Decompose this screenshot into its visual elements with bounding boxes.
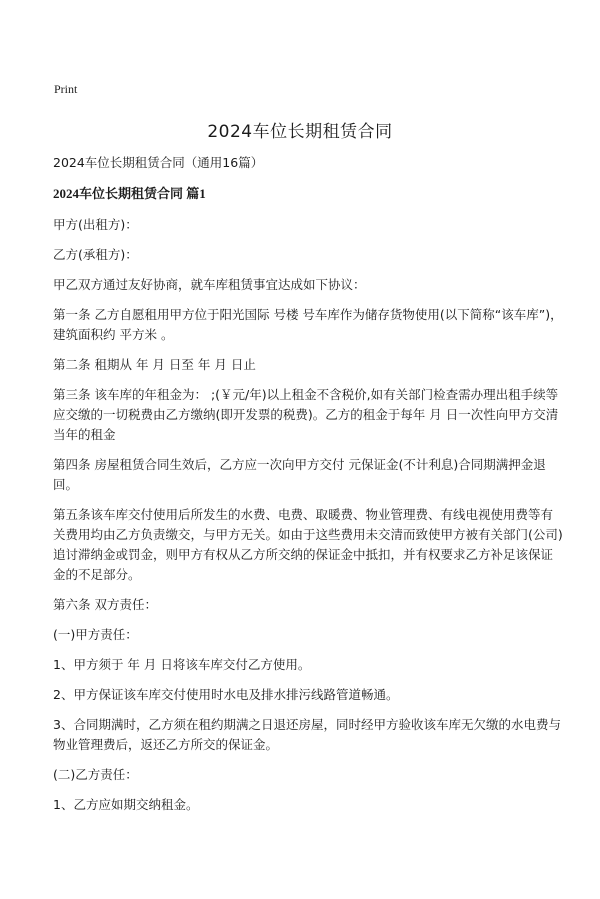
paragraph-lessor-duty-2: 2、甲方保证该车库交付使用时水电及排水排污线路管道畅通。 <box>53 687 399 702</box>
section-heading: 2024车位长期租赁合同 篇1 <box>53 186 206 201</box>
paragraph-intro: 甲乙双方通过友好协商，就车库租赁事宜达成如下协议： <box>53 277 366 292</box>
paragraph-article-5: 第五条该车库交付使用后所发生的水费、电费、取暖费、物业管理费、有线电视使用费等有关费用均由乙方负责缴交，与甲方无关。如由于这些费用未交清而致使甲方被有关部门(公司)追讨滞纳金或罚金，则甲方有权从乙方所交纳的保证金中抵扣，并有权要求乙方补足该保证金的不足部分。 <box>53 507 563 582</box>
document-subtitle: 2024车位长期租赁合同（通用16篇） <box>53 155 264 170</box>
document-body <box>53 153 563 825</box>
paragraph-article-1: 第一条 乙方自愿租用甲方位于阳光国际 号楼 号车库作为储存货物使用(以下简称“该车库”)，建筑面积约 平方米 。 <box>53 307 563 342</box>
paragraph-article-4: 第四条 房屋租赁合同生效后，乙方应一次向甲方交付 元保证金(不计利息)合同期满押金退回。 <box>53 457 546 492</box>
paragraph-article-3: 第三条 该车库的年租金为： ;(￥元/年)以上租金不含税价,如有关部门检查需办理出租手续等应交缴的一切税费由乙方缴纳(即开发票的税费)。乙方的租金于每年 月 日一次性向甲方交清当年的租金 <box>53 387 559 442</box>
paragraph-lessee: 乙方(承租方)： <box>53 247 138 262</box>
paragraph-lessee-duties-heading: (二)乙方责任： <box>53 767 138 782</box>
paragraph-lessor-duties-heading: (一)甲方责任： <box>53 627 138 642</box>
paragraph-article-2: 第二条 租期从 年 月 日至 年 月 日止 <box>53 357 256 372</box>
paragraph-article-6: 第六条 双方责任： <box>53 597 157 612</box>
print-link[interactable]: Print <box>54 82 78 96</box>
paragraph-lessor: 甲方(出租方)： <box>53 217 138 232</box>
paragraph-lessee-duty-1: 1、乙方应如期交纳租金。 <box>53 797 199 812</box>
paragraph-lessor-duty-1: 1、甲方须于 年 月 日将该车库交付乙方使用。 <box>53 657 311 672</box>
document-title: 2024车位长期租赁合同 <box>207 122 393 142</box>
paragraph-lessor-duty-3: 3、合同期满时，乙方须在租约期满之日退还房屋，同时经甲方验收该车库无欠缴的水电费与物业管理费后，返还乙方所交的保证金。 <box>53 717 561 752</box>
